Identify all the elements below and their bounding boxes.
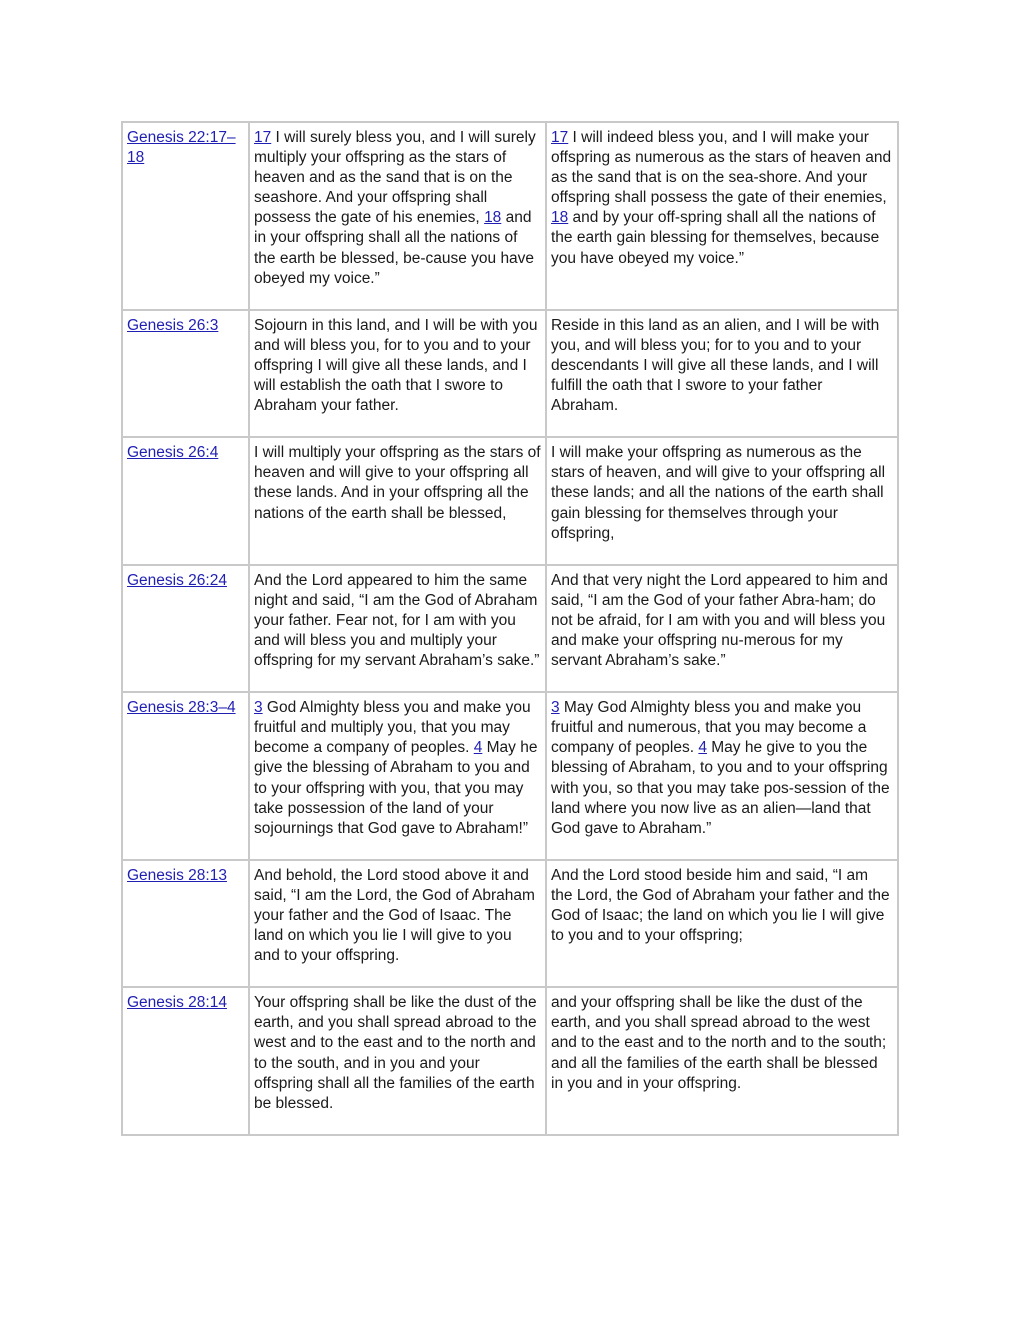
net-text-cell (546, 437, 898, 564)
verse-text: I will indeed bless you, and I will make your offspring as numerous as the stars of heaven and as the sand that is on the sea-shore. And your offspring shall possess the gate of their enemies, (551, 129, 892, 207)
table-row (122, 860, 898, 987)
verse-number-link[interactable]: 18 (551, 209, 569, 227)
esv-text-cell (249, 437, 546, 564)
document-page (121, 121, 897, 1136)
verse-comparison-table (121, 121, 899, 1136)
verse-text: Sojourn in this land, and I will be with you and will bless you, for to you and to your offspring I will give all these lands, and I will establish the oath that I swore to Abraham your father. (254, 316, 538, 415)
verse-text: And the Lord appeared to him the same night and said, “I am the God of Abraham your father. Fear not, for I am with you and will bless you and multiply your offspring for my servant Abraham’s sake.” (254, 571, 540, 670)
esv-text-cell (249, 692, 546, 860)
verse-text: I will make your offspring as numerous as the stars of heaven, and will give to your offspring all these lands; and all the nations of the earth shall gain blessing for themselves through your offspring, (551, 444, 886, 542)
table-row (122, 692, 898, 860)
table-row (122, 310, 898, 437)
table-body (122, 122, 898, 1135)
net-text-cell (546, 122, 898, 310)
net-text-cell (546, 310, 898, 437)
verse-text: May God Almighty bless you and make you fruitful and numerous, that you may become a company of peoples. (551, 699, 867, 757)
verse-text: And behold, the Lord stood above it and said, “I am the Lord, the God of Abraham your father and the God of Isaac. The land on which you lie I will give to you and to your offspring. (254, 866, 535, 965)
esv-text-cell (249, 987, 546, 1135)
verse-text: and in your offspring shall all the nations of the earth be blessed, be-cause you have obeyed my voice.” (254, 209, 535, 287)
net-text-cell (546, 987, 898, 1135)
verse-number-link[interactable]: 3 (551, 699, 560, 717)
verse-text: and by your off-spring shall all the nations of the earth gain blessing for themselves, because you have obeyed my voice.” (551, 209, 880, 267)
verse-text: And the Lord stood beside him and said, “I am the Lord, the God of Abraham your father and the God of Isaac; the land on which you lie I will give to you and to your offspring; (551, 866, 890, 945)
verse-text: Reside in this land as an alien, and I will be with you, and will bless you; for to you and to your descendants I will give all these lands, and I will fulfill the oath that I swore to your father Abraham. (551, 316, 880, 415)
net-text-cell (546, 860, 898, 987)
reference-cell (122, 310, 249, 437)
net-text-cell (546, 692, 898, 860)
table-row (122, 987, 898, 1135)
verse-text: I will multiply your offspring as the stars of heaven and will give to your offspring all these lands. And in your offspring all the nations of the earth shall be blessed, (254, 444, 541, 522)
reference-link[interactable]: Genesis 28:14 (127, 994, 227, 1012)
reference-cell (122, 565, 249, 692)
reference-cell (122, 860, 249, 987)
verse-text: Your offspring shall be like the dust of the earth, and you shall spread abroad to the west and to the east and to the north and to the south, and in you and your offspring shall all the families of the earth be blessed. (254, 994, 537, 1112)
verse-number-link[interactable]: 3 (254, 699, 263, 717)
verse-text: And that very night the Lord appeared to him and said, “I am the God of your father Abra-ham; do not be afraid, for I am with you and will bless you and make your offspring nu-merous for my servant Abraham’s sake.” (551, 571, 888, 670)
reference-link[interactable]: Genesis 28:3–4 (127, 699, 236, 717)
verse-text: and your offspring shall be like the dust of the earth, and you shall spread abroad to the west and to the east and to the north and to the south; and all the families of the earth shall be blessed in you and in your offspring. (551, 994, 887, 1092)
table-row (122, 437, 898, 564)
reference-link[interactable]: Genesis 26:4 (127, 444, 219, 462)
table-row (122, 122, 898, 310)
table-row (122, 565, 898, 692)
reference-link[interactable]: Genesis 26:24 (127, 571, 227, 589)
reference-link[interactable]: Genesis 28:13 (127, 866, 227, 884)
reference-link[interactable]: Genesis 22:17–18 (127, 129, 236, 167)
verse-number-link[interactable]: 18 (484, 209, 502, 227)
reference-cell (122, 437, 249, 564)
reference-link[interactable]: Genesis 26:3 (127, 316, 219, 334)
verse-text: May he give to you the blessing of Abraham, to you and to your offspring with you, so that you may take pos-session of the land where you now live as an alien—land that God gave to Abraham.” (551, 739, 890, 837)
esv-text-cell (249, 310, 546, 437)
reference-cell (122, 692, 249, 860)
net-text-cell (546, 565, 898, 692)
verse-text: May he give the blessing of Abraham to you and to your offspring with you, that you may take possession of the land of your sojournings that God gave to Abraham!” (254, 739, 538, 837)
verse-number-link[interactable]: 4 (473, 739, 483, 757)
verse-number-link[interactable]: 17 (551, 129, 569, 146)
verse-number-link[interactable]: 17 (254, 129, 272, 146)
esv-text-cell (249, 565, 546, 692)
verse-text: I will surely bless you, and I will surely multiply your offspring as the stars of heaven and as the sand that is on the seashore. And your offspring shall possess the gate of his enemies, (254, 129, 536, 227)
verse-number-link[interactable]: 4 (698, 739, 707, 757)
reference-cell (122, 122, 249, 310)
esv-text-cell (249, 122, 546, 310)
verse-text: God Almighty bless you and make you fruitful and multiply you, that you may become a company of peoples. (254, 699, 531, 757)
reference-cell (122, 987, 249, 1135)
esv-text-cell (249, 860, 546, 987)
